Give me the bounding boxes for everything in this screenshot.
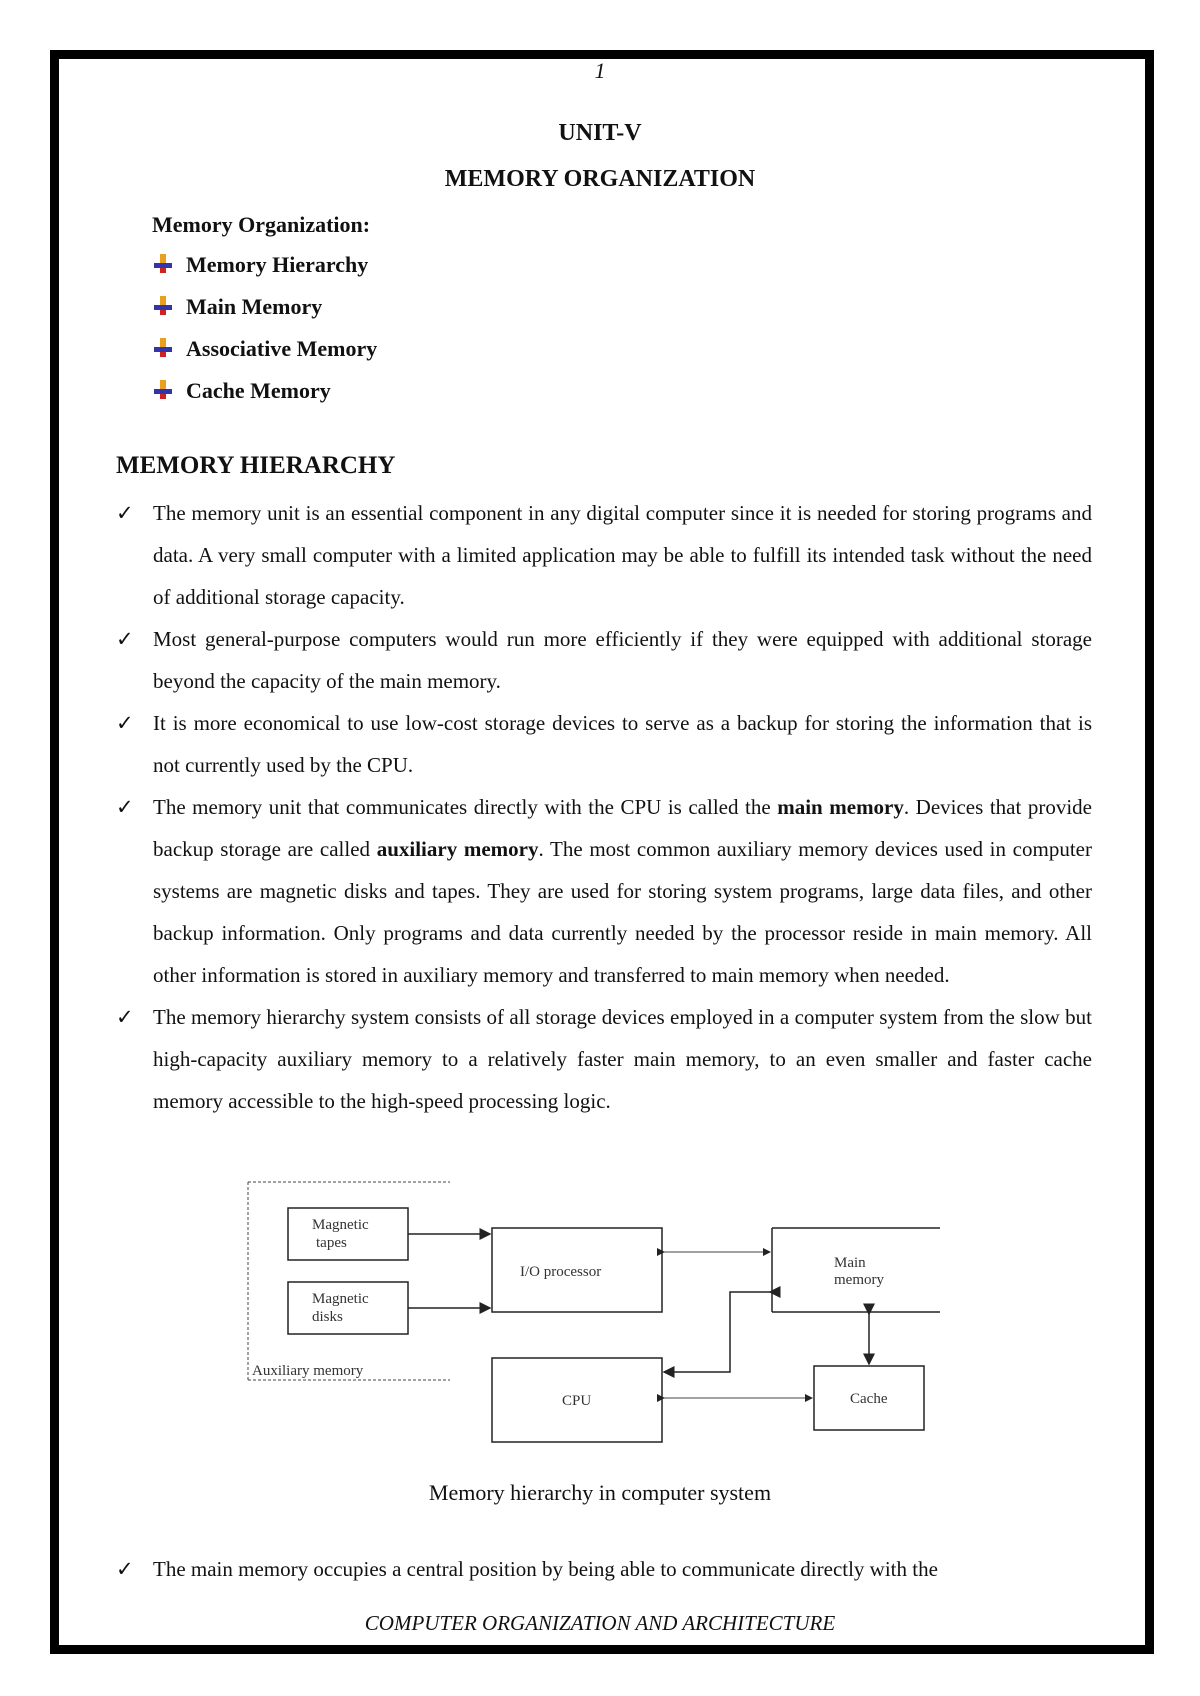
magnetic-disks-line1: Magnetic bbox=[312, 1291, 369, 1307]
magnetic-tapes-line2: tapes bbox=[316, 1235, 347, 1251]
checkmark-icon: ✓ bbox=[116, 501, 134, 525]
arrow-bullet-icon bbox=[152, 252, 186, 280]
memory-hierarchy-diagram bbox=[240, 1180, 960, 1460]
toc-item-label: Cache Memory bbox=[186, 378, 331, 403]
page-title: MEMORY ORGANIZATION bbox=[444, 166, 756, 192]
bullet-paragraph bbox=[116, 492, 1092, 618]
arrow-bullet-icon bbox=[152, 378, 186, 406]
toc-item bbox=[152, 336, 377, 378]
toc-heading: Memory Organization: bbox=[152, 212, 371, 237]
section-heading: MEMORY HIERARCHY bbox=[116, 452, 396, 479]
toc-list bbox=[152, 252, 377, 420]
io-processor-label: I/O processor bbox=[520, 1264, 602, 1280]
cpu-label: CPU bbox=[562, 1393, 592, 1409]
diagram-caption: Memory hierarchy in computer system bbox=[428, 1480, 772, 1505]
bullet-paragraph bbox=[116, 618, 1092, 702]
paragraph-text: Most general-purpose computers would run more efficiently if they were equipped with additional storage beyond the capacity of the main memory. bbox=[153, 627, 1092, 693]
bold-term: auxiliary memory bbox=[376, 837, 539, 861]
magnetic-disks-line2: disks bbox=[312, 1309, 343, 1325]
bullet-list-top bbox=[116, 492, 1092, 1122]
toc-item bbox=[152, 294, 377, 336]
cache-label: Cache bbox=[850, 1391, 888, 1407]
toc-item bbox=[152, 378, 377, 420]
bullet-list-bottom bbox=[116, 1548, 1092, 1590]
toc-item bbox=[152, 252, 377, 294]
arrow-bullet-icon bbox=[152, 294, 186, 322]
toc-item-label: Main Memory bbox=[186, 294, 323, 319]
checkmark-icon: ✓ bbox=[116, 795, 134, 819]
checkmark-icon: ✓ bbox=[116, 711, 134, 735]
magnetic-tapes-line1: Magnetic bbox=[312, 1217, 369, 1233]
paragraph-text: The memory unit is an essential component in any digital computer since it is needed for storing programs and data. A very small computer with a limited application may be able to fulfill its intended task without the need of additional storage capacity. bbox=[153, 501, 1092, 609]
magnetic-tapes-box bbox=[288, 1208, 408, 1260]
checkmark-icon: ✓ bbox=[116, 1557, 134, 1581]
page-footer: COMPUTER ORGANIZATION AND ARCHITECTURE bbox=[364, 1611, 836, 1635]
bold-term: main memory bbox=[777, 795, 904, 819]
paragraph-text: It is more economical to use low-cost storage devices to serve as a backup for storing the information that is not currently used by the CPU. bbox=[153, 711, 1092, 777]
main-memory-line1: Main bbox=[834, 1255, 866, 1271]
bullet-paragraph bbox=[116, 702, 1092, 786]
bullet-paragraph bbox=[116, 1548, 1092, 1590]
paragraph-text: The memory unit that communicates directly with the CPU is called the bbox=[153, 795, 778, 819]
checkmark-icon: ✓ bbox=[116, 1005, 134, 1029]
toc-item-label: Memory Hierarchy bbox=[186, 252, 369, 277]
checkmark-icon: ✓ bbox=[116, 627, 134, 651]
paragraph-text: . Devices that provide backup storage are called bbox=[153, 795, 1093, 861]
cpu-main-memory-arrow bbox=[664, 1292, 770, 1372]
auxiliary-memory-label: Auxiliary memory bbox=[252, 1363, 364, 1379]
arrow-bullet-icon bbox=[152, 336, 186, 364]
unit-title: UNIT-V bbox=[558, 120, 642, 146]
paragraph-text: The main memory occupies a central position by being able to communicate directly with the bbox=[153, 1557, 938, 1581]
bullet-paragraph bbox=[116, 996, 1092, 1122]
paragraph-text: The memory hierarchy system consists of all storage devices employed in a computer system from the slow but high-capacity auxiliary memory to a relatively faster main memory, to an even smaller and faster cache memory accessible to the high-speed processing logic. bbox=[153, 1005, 1092, 1113]
toc-item-label: Associative Memory bbox=[186, 336, 378, 361]
bullet-paragraph bbox=[116, 786, 1092, 996]
magnetic-disks-box bbox=[288, 1282, 408, 1334]
paragraph-text: . The most common auxiliary memory devices used in computer systems are magnetic disks and tapes. They are used for storing system programs, large data files, and other backup information. Only programs and data currently needed by the processor reside in main memory. All other information is stored in auxiliary memory and transferred to main memory when needed. bbox=[153, 837, 1092, 987]
main-memory-line2: memory bbox=[834, 1272, 884, 1288]
page-number: 1 bbox=[594, 58, 606, 83]
